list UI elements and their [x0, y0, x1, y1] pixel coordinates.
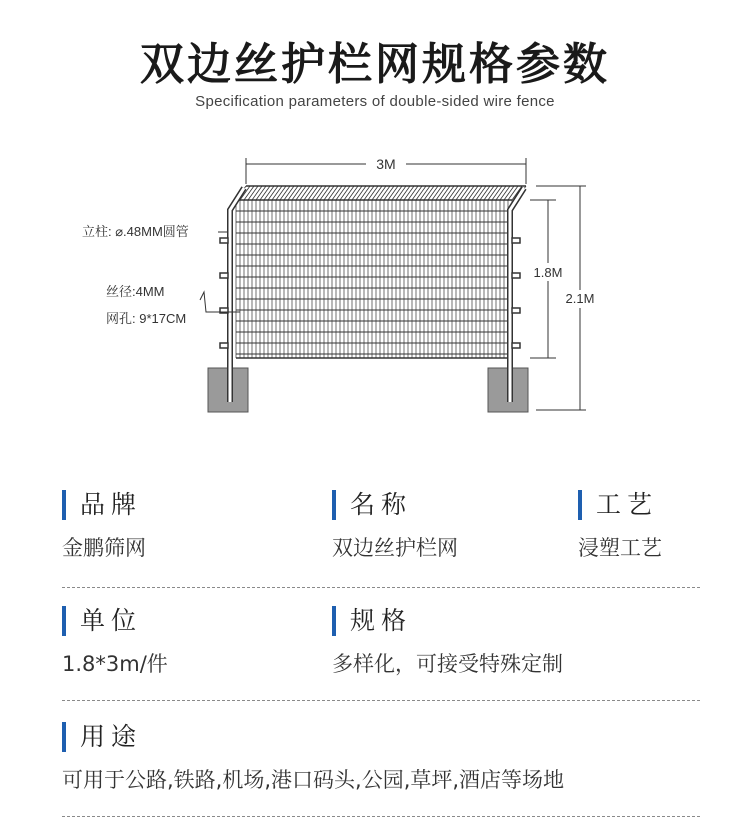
spec-label: 规格	[332, 606, 563, 636]
page-subtitle: Specification parameters of double-sided wire fence	[195, 93, 555, 110]
craft-value: 浸塑工艺	[578, 536, 662, 560]
brand-label: 品牌	[62, 490, 146, 520]
unit-label: 单位	[62, 606, 168, 636]
mesh-height-label: 1.8M	[533, 265, 563, 280]
name-value: 双边丝护栏网	[332, 536, 458, 560]
page-title: 双边丝护栏网规格参数	[140, 39, 610, 90]
spec-brand	[62, 490, 146, 562]
usage-value: 可用于公路,铁路,机场,港口码头,公园,草坪,酒店等场地	[62, 768, 565, 792]
mesh-panel	[236, 186, 526, 358]
spec-name	[332, 490, 458, 562]
fence-diagram	[60, 140, 700, 440]
wire-label: 丝径:4MM	[106, 284, 165, 299]
craft-label: 工艺	[578, 490, 662, 520]
spec-value: 多样化，可接受特殊定制	[332, 652, 563, 676]
post-label: 立柱: ⌀.48MM圆管	[82, 224, 189, 239]
mesh-label: 网孔: 9*17CM	[106, 311, 187, 326]
width-label: 3M	[376, 156, 396, 172]
separator	[62, 587, 700, 588]
spec-craft	[578, 490, 662, 562]
total-height-label: 2.1M	[565, 291, 595, 306]
unit-value: 1.8*3m/件	[62, 652, 168, 676]
name-label: 名称	[332, 490, 458, 520]
separator	[62, 700, 700, 701]
spec-spec	[332, 606, 563, 678]
spec-usage	[62, 722, 564, 794]
spec-unit	[62, 606, 168, 678]
usage-label: 用途	[62, 722, 564, 752]
separator	[62, 816, 700, 817]
brand-value: 金鹏筛网	[62, 536, 146, 560]
